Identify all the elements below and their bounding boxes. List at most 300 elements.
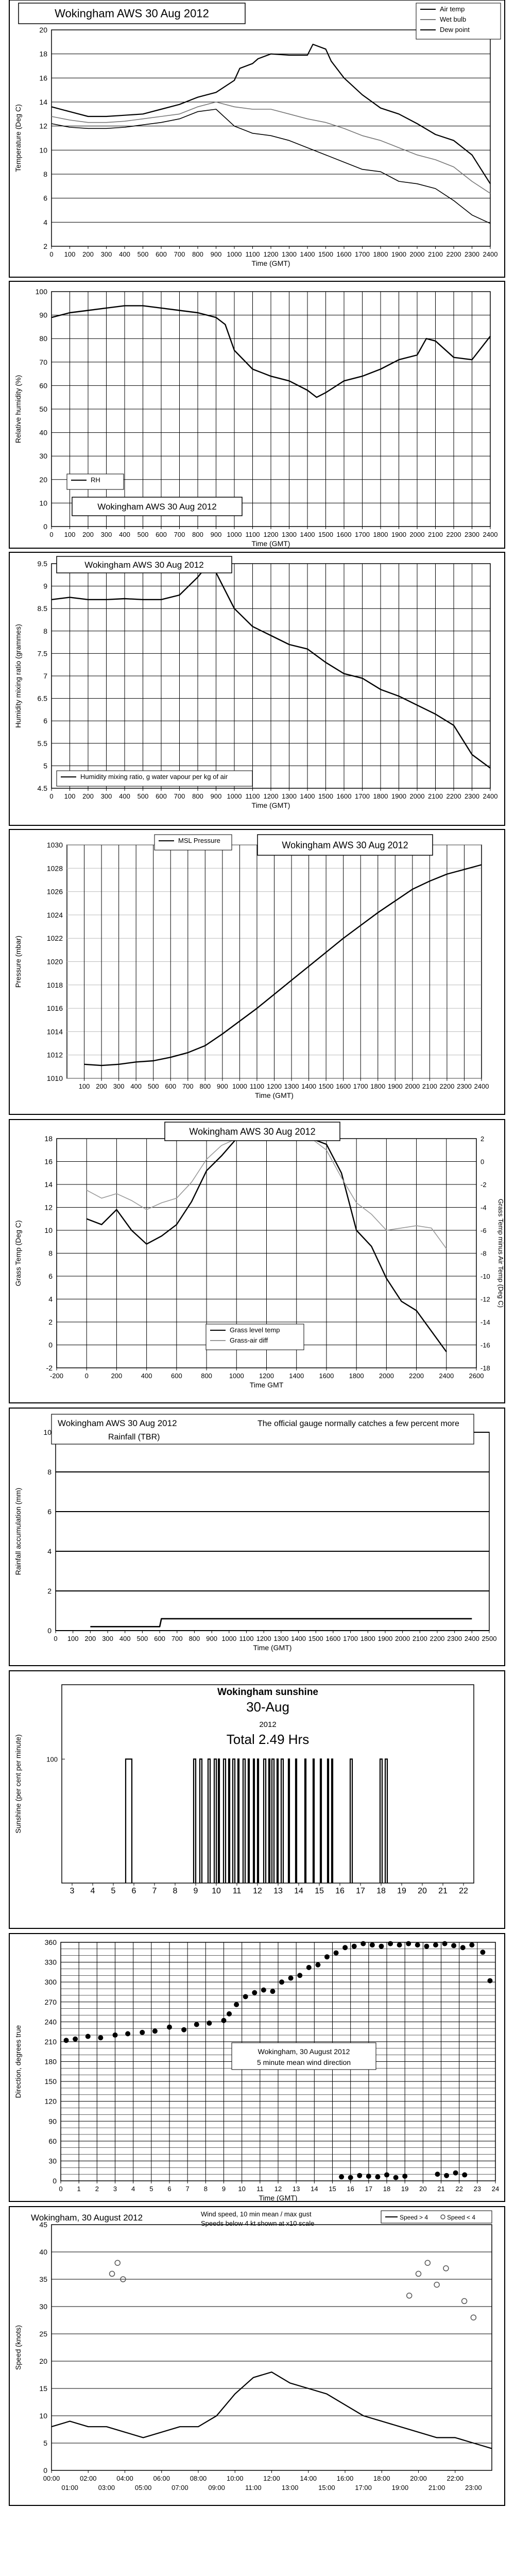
x-tick-label: 2000 xyxy=(409,250,425,258)
data-point xyxy=(324,1954,330,1959)
x-tick-label: 400 xyxy=(141,1372,152,1380)
x-tick-label: 600 xyxy=(171,1372,182,1380)
legend-entry: Speed > 4 xyxy=(400,2214,428,2221)
y-tick-label: 18 xyxy=(39,49,47,58)
x-tick-label: 2200 xyxy=(446,792,461,800)
y-tick-label: 18 xyxy=(44,1134,53,1143)
y-axis-label: Relative humidity (%) xyxy=(14,375,22,444)
x-axis-label: Time (GMT) xyxy=(255,1091,294,1099)
legend-entry: MSL Pressure xyxy=(178,837,220,844)
x-tick-label: 1100 xyxy=(245,531,260,538)
x-tick-label: 900 xyxy=(210,792,222,800)
data-point xyxy=(469,1942,474,1947)
x-tick-label: 1400 xyxy=(300,531,315,538)
y-tick-label: 30 xyxy=(48,2157,57,2165)
x-tick-label: 1000 xyxy=(221,1635,237,1642)
x-tick-label: 0 xyxy=(54,1635,58,1642)
y-tick-label: 1024 xyxy=(46,910,63,919)
data-point xyxy=(384,2172,389,2177)
chart-title: Wokingham sunshine xyxy=(217,1687,319,1698)
sunshine-bar xyxy=(313,1759,314,1883)
x-tick-label-minor: 09:00 xyxy=(208,2484,225,2492)
y-tick-label: 1014 xyxy=(46,1027,63,1036)
x-tick-label: 21 xyxy=(437,2185,445,2193)
x-tick-label: 17 xyxy=(356,1887,365,1895)
y-right-axis-label: Grass Temp minus Air Temp (Deg C) xyxy=(497,1198,505,1308)
data-point xyxy=(181,2027,186,2032)
x-tick-label: 1800 xyxy=(370,1082,386,1090)
chart-title: Wokingham AWS 30 Aug 2012 xyxy=(84,560,204,570)
data-point xyxy=(379,1944,384,1949)
y-tick-label: 300 xyxy=(44,1978,57,1987)
y-tick-label: 4 xyxy=(43,218,47,227)
x-tick-label: 2000 xyxy=(379,1372,394,1380)
data-point xyxy=(315,1962,320,1968)
data-point xyxy=(393,2175,399,2180)
x-tick-label: 1500 xyxy=(308,1635,323,1642)
data-point xyxy=(194,2022,199,2027)
x-tick-label: 200 xyxy=(82,792,94,800)
x-tick-label: 2300 xyxy=(465,531,479,538)
x-tick-label-minor: 17:00 xyxy=(355,2484,372,2492)
sunshine-bar xyxy=(258,1759,259,1883)
x-tick-label: 100 xyxy=(64,250,76,258)
x-tick-label: 1800 xyxy=(373,792,388,800)
x-tick-label: 1800 xyxy=(349,1372,364,1380)
sunshine-bar xyxy=(277,1759,278,1883)
y-tick-label: 8 xyxy=(48,1249,53,1258)
x-tick-label: 1900 xyxy=(391,531,406,538)
y-tick-label: 0 xyxy=(53,2177,57,2185)
x-tick-label: 3 xyxy=(70,1887,75,1895)
x-tick-label: -200 xyxy=(49,1372,64,1380)
y-tick-label: 40 xyxy=(39,428,47,437)
data-point xyxy=(64,2038,69,2043)
x-tick-label: 300 xyxy=(102,1635,113,1642)
y-tick-label: 60 xyxy=(48,2137,57,2145)
x-tick-label: 2000 xyxy=(409,531,425,538)
y-tick-label: 2 xyxy=(47,1587,52,1595)
x-tick-label: 1300 xyxy=(273,1635,289,1642)
x-tick-label: 19 xyxy=(397,1887,406,1895)
x-tick-label: 1000 xyxy=(227,792,242,800)
x-tick-label: 20 xyxy=(419,2185,427,2193)
data-point xyxy=(270,1989,275,1994)
x-tick-label: 1100 xyxy=(239,1635,254,1642)
y-tick-label: 100 xyxy=(46,1755,58,1764)
y-tick-label: 35 xyxy=(39,2275,47,2283)
y-tick-label: 360 xyxy=(44,1938,57,1946)
data-point xyxy=(415,1942,420,1947)
data-point xyxy=(252,1990,257,1995)
x-tick-label: 6 xyxy=(131,1887,136,1895)
x-tick-label: 5 xyxy=(149,2185,153,2193)
x-axis-label: Time (GMT) xyxy=(251,539,290,548)
y-right-tick-label: -6 xyxy=(480,1227,487,1234)
sunshine-total: Total 2.49 Hrs xyxy=(226,1732,310,1747)
data-point xyxy=(402,2174,407,2179)
x-tick-label: 1700 xyxy=(343,1635,358,1642)
y-tick-label: 1016 xyxy=(46,1004,63,1013)
x-tick-label: 900 xyxy=(210,531,222,538)
y-tick-label: 25 xyxy=(39,2330,47,2338)
x-tick-label: 1700 xyxy=(355,792,370,800)
y-tick-label: 70 xyxy=(39,358,47,366)
x-tick-label: 16 xyxy=(335,1887,345,1895)
data-point xyxy=(243,1994,248,1999)
y-tick-label: 20 xyxy=(39,2357,47,2365)
x-tick-label: 1200 xyxy=(256,1635,271,1642)
x-tick-label: 1200 xyxy=(263,250,279,258)
x-tick-label: 2200 xyxy=(439,1082,455,1090)
y-tick-label: 14 xyxy=(44,1180,53,1189)
y-tick-label: 9.5 xyxy=(37,560,47,568)
y-tick-label: 7.5 xyxy=(37,649,47,658)
x-tick-label: 1 xyxy=(77,2185,81,2193)
x-tick-label: 1400 xyxy=(300,792,315,800)
x-tick-label: 3 xyxy=(113,2185,117,2193)
x-tick-label: 300 xyxy=(100,792,112,800)
x-tick-label: 1100 xyxy=(245,250,260,258)
sunshine-bar xyxy=(320,1759,321,1883)
x-tick-label: 19 xyxy=(401,2185,409,2193)
x-axis-label: Time GMT xyxy=(249,1381,284,1389)
x-tick-label-minor: 19:00 xyxy=(391,2484,409,2492)
x-tick-label-minor: 05:00 xyxy=(134,2484,152,2492)
x-tick-label: 1200 xyxy=(263,792,279,800)
x-axis-label: Time (GMT) xyxy=(253,1643,292,1652)
x-tick-label: 900 xyxy=(210,250,222,258)
x-tick-label: 12 xyxy=(253,1887,262,1895)
chart-title: Wokingham AWS 30 Aug 2012 xyxy=(189,1126,316,1137)
data-point xyxy=(288,1975,294,1980)
x-tick-label: 2100 xyxy=(428,531,443,538)
chart-title: Wokingham AWS 30 Aug 2012 xyxy=(55,7,209,20)
x-tick-label: 2 xyxy=(95,2185,99,2193)
y-axis-label: Humidity mixing ratio (grammes) xyxy=(14,624,22,728)
x-tick-label: 1200 xyxy=(267,1082,282,1090)
y-axis-label: Pressure (mbar) xyxy=(14,935,22,988)
x-tick-label: 13 xyxy=(292,2185,300,2193)
x-tick-label: 2200 xyxy=(409,1372,424,1380)
y-tick-label: 6.5 xyxy=(37,694,47,703)
x-tick-label: 1400 xyxy=(300,250,315,258)
x-tick-label: 800 xyxy=(192,531,203,538)
x-tick-label: 1500 xyxy=(318,792,333,800)
x-tick-label-minor: 07:00 xyxy=(171,2484,188,2492)
x-tick-label: 500 xyxy=(137,250,149,258)
x-tick-label: 1600 xyxy=(336,250,352,258)
x-tick-label: 21 xyxy=(438,1887,448,1895)
y-tick-label: 40 xyxy=(39,2248,47,2256)
x-tick-label: 10 xyxy=(238,2185,246,2193)
y-tick-label: 210 xyxy=(44,2037,57,2046)
x-tick-label-minor: 21:00 xyxy=(428,2484,445,2492)
y-tick-label: 10 xyxy=(39,146,47,155)
x-tick-label: 1800 xyxy=(360,1635,375,1642)
x-tick-label: 10:00 xyxy=(226,2475,244,2482)
y-right-tick-label: -16 xyxy=(480,1341,490,1349)
x-tick-label: 600 xyxy=(156,792,167,800)
x-tick-label: 800 xyxy=(192,250,203,258)
y-tick-label: 100 xyxy=(35,287,47,296)
x-tick-label: 100 xyxy=(64,792,76,800)
y-tick-label: 5 xyxy=(43,2439,47,2447)
x-tick-label: 1600 xyxy=(319,1372,334,1380)
legend-entry: Grass level temp xyxy=(230,1326,280,1334)
x-tick-label: 200 xyxy=(84,1635,96,1642)
x-tick-label: 800 xyxy=(188,1635,200,1642)
y-axis-label: Temperature (Deg C) xyxy=(14,104,22,172)
x-tick-label: 200 xyxy=(96,1082,107,1090)
y-tick-label: 10 xyxy=(39,499,47,507)
x-tick-label: 2400 xyxy=(474,1082,489,1090)
y-tick-label: 14 xyxy=(39,98,47,106)
x-tick-label: 1900 xyxy=(391,250,406,258)
chart-3 xyxy=(9,829,505,1114)
chart-subtitle: Rainfall (TBR) xyxy=(108,1433,160,1442)
x-tick-label: 00:00 xyxy=(43,2475,60,2482)
y-tick-label: 7 xyxy=(43,672,47,680)
y-tick-label: 8.5 xyxy=(37,604,47,613)
x-tick-label: 900 xyxy=(217,1082,228,1090)
x-tick-label: 5 xyxy=(111,1887,116,1895)
x-tick-label: 18 xyxy=(383,2185,391,2193)
y-right-tick-label: -4 xyxy=(480,1204,487,1212)
chart-7 xyxy=(9,1934,505,2202)
data-point xyxy=(453,2171,458,2176)
y-tick-label: 6 xyxy=(47,1507,52,1516)
chart-title: Wokingham, 30 August 2012 xyxy=(258,2047,350,2056)
x-tick-label: 100 xyxy=(64,531,76,538)
chart-annotation: The official gauge normally catches a few percent more xyxy=(258,1419,459,1428)
data-point xyxy=(113,2032,118,2038)
sunshine-bar xyxy=(238,1759,239,1883)
x-tick-label: 700 xyxy=(171,1635,183,1642)
y-tick-label: 5.5 xyxy=(37,739,47,748)
y-tick-label: 2 xyxy=(43,242,47,250)
sunshine-bar xyxy=(296,1759,297,1883)
y-tick-label: 8 xyxy=(43,170,47,178)
y-tick-label: 16 xyxy=(44,1157,53,1166)
x-tick-label: 100 xyxy=(67,1635,79,1642)
x-tick-label: 16:00 xyxy=(336,2475,354,2482)
data-point xyxy=(433,1942,438,1947)
x-tick-label: 900 xyxy=(206,1635,217,1642)
chart-4 xyxy=(9,1120,505,1403)
x-tick-label: 700 xyxy=(174,792,185,800)
x-tick-label: 600 xyxy=(156,250,167,258)
x-tick-label: 0 xyxy=(59,2185,63,2193)
x-tick-label: 300 xyxy=(100,250,112,258)
plot-area xyxy=(56,1432,489,1631)
x-tick-label: 500 xyxy=(137,531,149,538)
chart-title: Wokingham AWS 30 Aug 2012 xyxy=(282,840,408,851)
data-point xyxy=(451,1943,456,1948)
chart-6 xyxy=(9,1671,505,1928)
x-tick-label-minor: 03:00 xyxy=(98,2484,115,2492)
chart-5 xyxy=(9,1408,505,1666)
x-tick-label: 16 xyxy=(347,2185,354,2193)
plot-area xyxy=(52,30,490,246)
y-tick-label: 150 xyxy=(44,2077,57,2086)
y-axis-label: Sunshine (per cent per minute) xyxy=(14,1734,22,1834)
x-tick-label: 2100 xyxy=(428,250,443,258)
data-point xyxy=(234,2002,239,2007)
x-tick-label-minor: 11:00 xyxy=(245,2484,262,2492)
y-tick-label: 90 xyxy=(39,311,47,319)
data-point xyxy=(339,2174,344,2179)
sunshine-bar xyxy=(332,1759,333,1883)
data-point xyxy=(98,2035,103,2040)
x-tick-label: 1600 xyxy=(325,1635,341,1642)
x-tick-label: 1900 xyxy=(387,1082,403,1090)
x-tick-label: 400 xyxy=(119,531,130,538)
y-tick-label: 0 xyxy=(47,1626,52,1635)
x-tick-label: 1800 xyxy=(373,531,388,538)
y-tick-label: 1030 xyxy=(46,841,63,849)
data-point xyxy=(306,1965,312,1970)
y-tick-label: 30 xyxy=(39,452,47,461)
y-tick-label: 240 xyxy=(44,2018,57,2026)
data-point xyxy=(348,2175,353,2180)
x-tick-label: 17 xyxy=(365,2185,373,2193)
x-tick-label: 2400 xyxy=(483,792,498,800)
y-right-tick-label: -14 xyxy=(480,1318,490,1326)
x-tick-label: 2000 xyxy=(409,792,425,800)
y-tick-label: 50 xyxy=(39,405,47,413)
y-tick-label: 60 xyxy=(39,381,47,390)
x-tick-label: 2300 xyxy=(465,792,479,800)
x-tick-label: 1300 xyxy=(282,531,297,538)
data-point xyxy=(221,2018,227,2023)
x-tick-label: 12 xyxy=(274,2185,282,2193)
chart-subtitle: 5 minute mean wind direction xyxy=(256,2058,351,2066)
y-tick-label: 0 xyxy=(43,522,47,531)
x-tick-label: 20 xyxy=(418,1887,427,1895)
y-tick-label: 8 xyxy=(47,1468,52,1476)
x-tick-label: 6 xyxy=(167,2185,171,2193)
y-tick-label: 10 xyxy=(39,2412,47,2420)
y-right-tick-label: -10 xyxy=(480,1273,490,1280)
x-tick-label: 8 xyxy=(203,2185,208,2193)
sunshine-bar xyxy=(248,1759,249,1883)
y-tick-label: 10 xyxy=(44,1226,53,1234)
x-tick-label: 700 xyxy=(174,250,185,258)
x-tick-label: 300 xyxy=(100,531,112,538)
data-point xyxy=(357,2173,362,2178)
y-tick-label: 1026 xyxy=(46,887,63,896)
chart-subtitle: 30-Aug xyxy=(246,1699,289,1715)
data-point xyxy=(334,1951,339,1956)
x-tick-label: 7 xyxy=(185,2185,190,2193)
y-tick-label: 9 xyxy=(43,582,47,590)
y-tick-label: 4.5 xyxy=(37,784,47,792)
x-tick-label-minor: 01:00 xyxy=(61,2484,78,2492)
data-point xyxy=(444,2173,449,2178)
y-tick-label: 270 xyxy=(44,1997,57,2006)
y-tick-label: 1018 xyxy=(46,980,63,989)
sunshine-bar xyxy=(269,1759,270,1883)
legend-entry: Wet bulb xyxy=(440,15,467,23)
y-right-tick-label: -18 xyxy=(480,1364,490,1372)
y-tick-label: 4 xyxy=(47,1547,52,1555)
x-tick-label: 500 xyxy=(136,1635,148,1642)
x-tick-label: 12:00 xyxy=(263,2475,280,2482)
y-tick-label: 80 xyxy=(39,334,47,343)
chart-0 xyxy=(9,0,505,277)
x-tick-label: 1600 xyxy=(336,1082,351,1090)
legend-entry: Dew point xyxy=(440,26,470,33)
y-tick-label: 2 xyxy=(48,1318,53,1326)
x-tick-label: 1900 xyxy=(377,1635,393,1642)
data-point xyxy=(279,1979,284,1985)
y-tick-label: 45 xyxy=(39,2221,47,2229)
x-tick-label: 2300 xyxy=(447,1635,462,1642)
x-tick-label: 18:00 xyxy=(373,2475,390,2482)
y-axis-label: Grass Temp (Deg C) xyxy=(14,1220,22,1286)
y-tick-label: 180 xyxy=(44,2057,57,2066)
x-tick-label: 400 xyxy=(119,1635,131,1642)
x-axis-label: Time (GMT) xyxy=(251,801,290,809)
y-tick-label: 1020 xyxy=(46,957,63,966)
x-tick-label: 2200 xyxy=(446,250,461,258)
data-point xyxy=(366,2174,371,2179)
x-tick-label: 200 xyxy=(82,531,94,538)
x-tick-label: 200 xyxy=(111,1372,123,1380)
y-tick-label: 12 xyxy=(39,122,47,130)
data-point xyxy=(297,1973,302,1978)
data-point xyxy=(442,1941,448,1946)
x-tick-label: 800 xyxy=(201,1372,212,1380)
x-tick-label-minor: 23:00 xyxy=(465,2484,482,2492)
chart-title: Wokingham AWS 30 Aug 2012 xyxy=(58,1418,177,1428)
x-tick-label: 04:00 xyxy=(116,2475,133,2482)
x-tick-label: 2300 xyxy=(456,1082,472,1090)
x-tick-label: 13 xyxy=(273,1887,283,1895)
x-tick-label: 14 xyxy=(311,2185,318,2193)
y-tick-label: 20 xyxy=(39,475,47,484)
x-tick-label: 11 xyxy=(256,2185,264,2193)
y-axis-label: Speed (knots) xyxy=(14,2325,22,2370)
x-tick-label: 700 xyxy=(182,1082,194,1090)
x-tick-label: 08:00 xyxy=(190,2475,207,2482)
data-point xyxy=(487,1978,492,1984)
x-tick-label: 2600 xyxy=(469,1372,484,1380)
x-tick-label: 9 xyxy=(221,2185,226,2193)
x-tick-label: 22 xyxy=(455,2185,463,2193)
x-tick-label: 1400 xyxy=(301,1082,317,1090)
sunshine-bar xyxy=(229,1759,230,1883)
x-tick-label: 1100 xyxy=(245,792,260,800)
y-right-tick-label: -8 xyxy=(480,1249,487,1258)
y-tick-label: 12 xyxy=(44,1203,53,1212)
sunshine-bar xyxy=(218,1759,219,1883)
x-tick-label: 24 xyxy=(491,2185,500,2193)
data-point xyxy=(424,1944,429,1949)
x-tick-label: 1700 xyxy=(355,531,370,538)
y-right-tick-label: -12 xyxy=(480,1295,490,1303)
data-point xyxy=(342,1945,348,1950)
x-tick-label: 800 xyxy=(199,1082,211,1090)
chart-1 xyxy=(9,281,505,548)
data-point xyxy=(435,2172,440,2177)
y-tick-label: -2 xyxy=(46,1364,53,1372)
y-tick-label: 4 xyxy=(48,1295,53,1303)
x-tick-label: 15 xyxy=(315,1887,324,1895)
y-tick-label: 10 xyxy=(43,1428,52,1436)
x-tick-label: 1400 xyxy=(289,1372,304,1380)
